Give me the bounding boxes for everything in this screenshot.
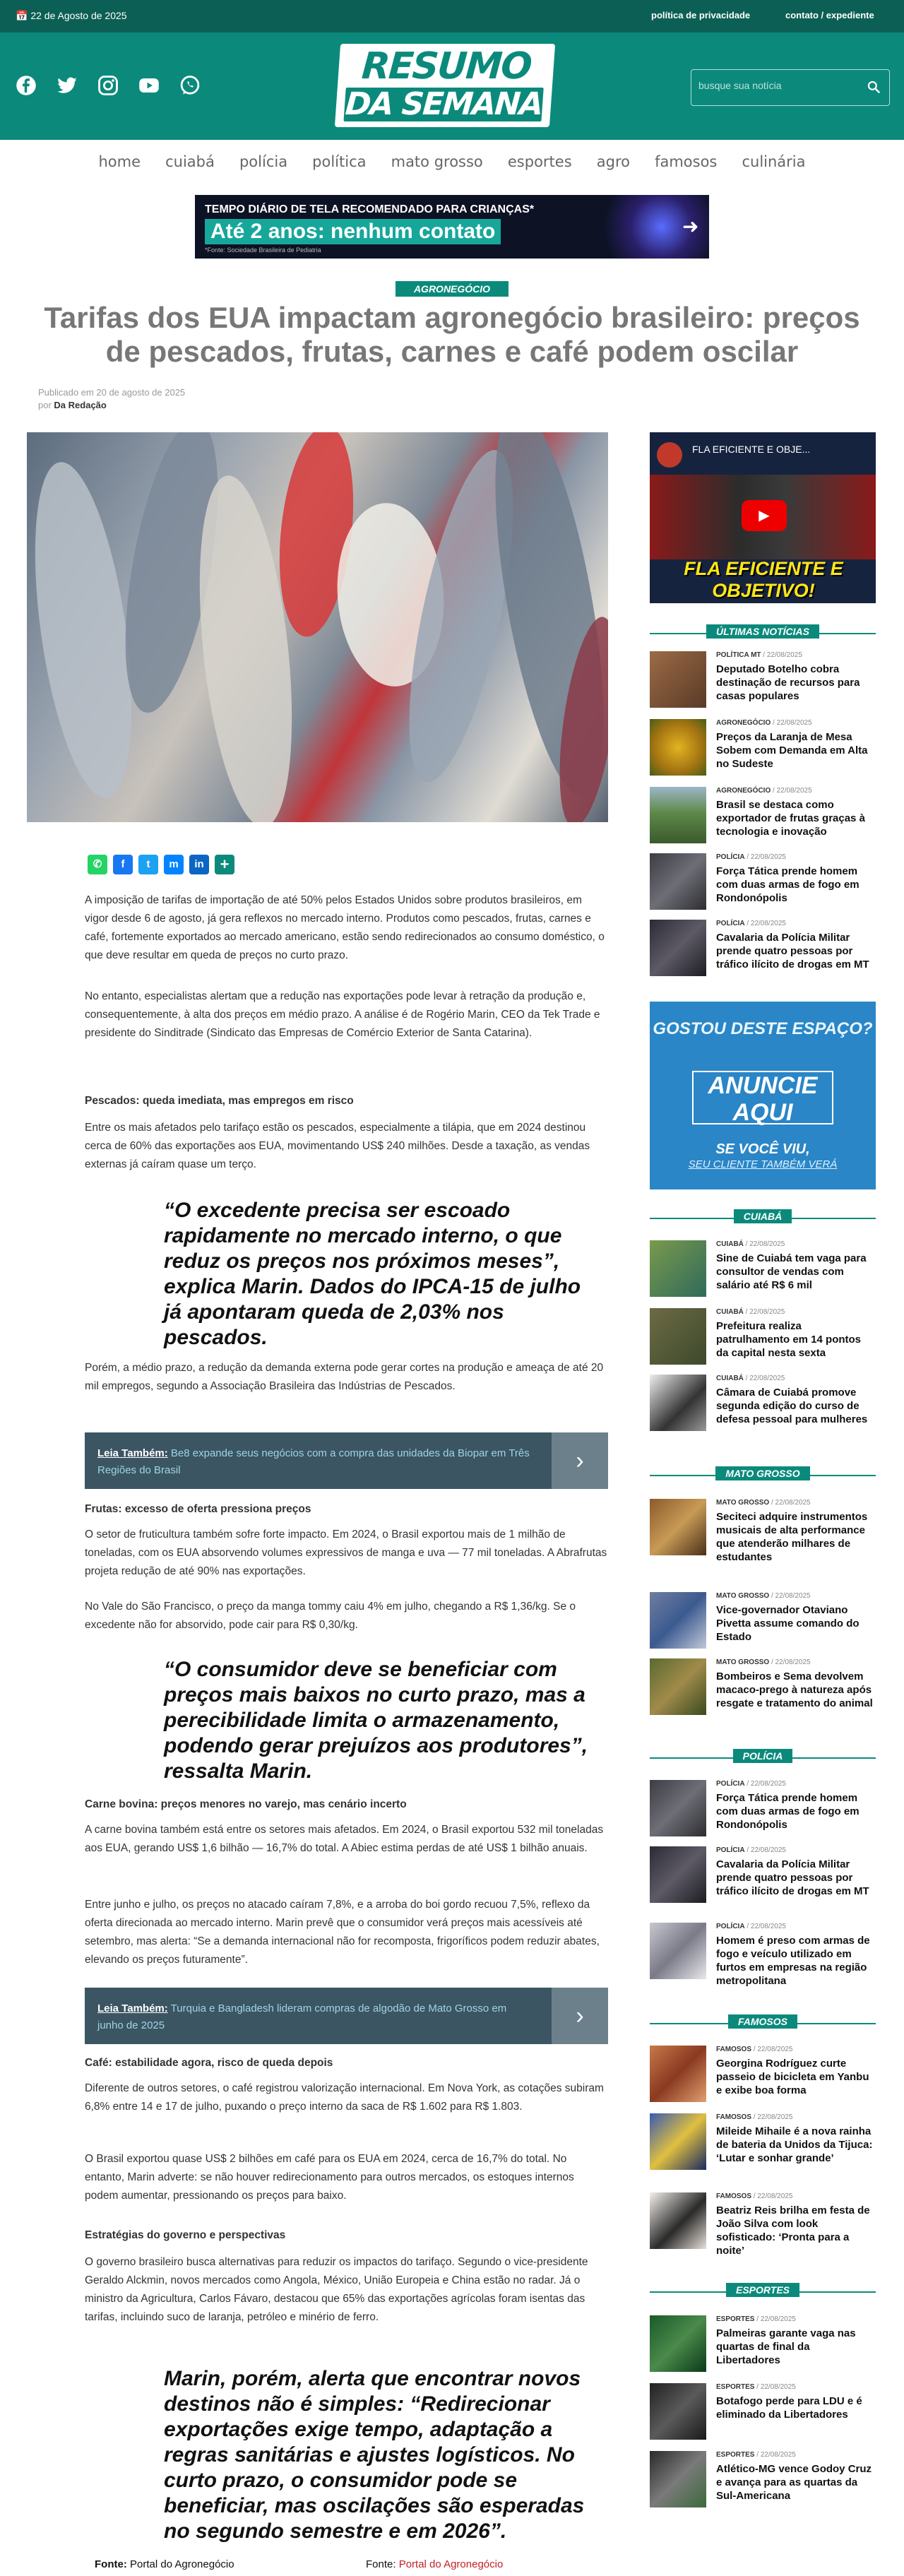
item-date: 22/08/2025 [775,1592,811,1600]
item-meta: CUIABÁ / 22/08/2025 [716,1375,785,1382]
article-paragraph: Entre junho e julho, os preços no atacado caíram 7,8%, e a arroba do boi gordo recuou 7,5%, reflexo da oferta direcionada ao mercado interno. Marin prevê que o consumidor verá preços mais acessíveis até setembro, mas alerta: “Se a demanda internacional não for recomposta, frigoríficos podem reduzir abates, elevando os preços futuramente”. [85,1899,600,1966]
section-title[interactable]: POLÍCIA [733,1749,793,1763]
item-date: 22/08/2025 [749,1308,785,1316]
list-item[interactable] [650,1375,876,1432]
instagram-icon[interactable] [97,75,119,96]
item-meta: AGRONEGÓCIO / 22/08/2025 [716,719,812,727]
published-date: Publicado em 20 de agosto de 2025 [38,387,186,398]
article-quote: “O consumidor deve se beneficiar com preços mais baixos no curto prazo, mas a perecibilidade limita o armazenamento, podendo gerar prejuízos aos produtores”, ressalta Marin. [164,1658,588,1783]
article-paragraph: Porém, a médio prazo, a redução da demanda externa pode gerar cortes na produção e ameaça de até 20 mil empregos, segundo a Associação Brasileira das Indústrias de Pescados. [85,1362,604,1392]
thumbnail [650,1240,706,1297]
item-meta: POLÍCIA / 22/08/2025 [716,920,786,927]
privacy-link[interactable]: política de privacidade [651,10,751,20]
article-paragraph: A carne bovina também está entre os setores mais afetados. Em 2024, o Brasil exportou 532 mil toneladas aos EUA, gerando US$ 1,6 bilhão — 16,7% do total. A Abiec estima perdas de até US$ 1 bilhão anuais. [85,1824,604,1854]
item-meta: CUIABÁ / 22/08/2025 [716,1308,785,1316]
thumbnail [650,787,706,843]
item-category: ESPORTES [716,2383,755,2391]
item-category: CUIABÁ [716,1308,744,1316]
banner-note: *Fonte: Sociedade Brasileira de Pediatria [205,247,321,254]
section-header-mato-grosso [650,1466,876,1483]
read-also-text [97,1445,535,1479]
article-quote: “O excedente precisa ser escoado rapidamente no mercado interno, o que reduz os preços nos próximos meses”, explica Marin. Dados do IPCA-15 de julho já apontaram queda de 2,03% nos pescados. [164,1199,581,1349]
list-item[interactable] [650,2046,876,2103]
list-item[interactable] [650,1308,876,1366]
list-item[interactable] [650,2315,876,2373]
item-date: 22/08/2025 [775,1499,811,1507]
item-category: POLÍCIA [716,1923,745,1930]
item-meta: AGRONEGÓCIO / 22/08/2025 [716,787,812,795]
top-banner-ad[interactable] [195,195,709,259]
item-title[interactable]: Cavalaria da Polícia Militar prende quatro pessoas por tráfico ilícito de drogas em MT [716,932,869,971]
list-item[interactable] [650,787,876,845]
item-category: CUIABÁ [716,1375,744,1382]
item-date: 22/08/2025 [750,853,786,861]
chevron-right-icon[interactable]: › [552,1432,608,1489]
source-name: Portal do Agronegócio [130,2558,234,2570]
item-title[interactable]: Botafogo perde para LDU e é eliminado da Libertadores [716,2395,862,2421]
item-title[interactable]: Câmara de Cuiabá promove segunda edição do curso de defesa pessoal para mulheres [716,1387,868,1425]
arrow-right-icon: ➜ [682,215,699,237]
article-paragraph: O Brasil exportou quase US$ 2 bilhões em café para os EUA em 2024, cerca de 16,7% do total. No entanto, Marin adverte: se não houver redirecionamento para outros mercados, os estoques internos podem aumentar, pressionando os preços para baixo. [85,2153,574,2202]
ad-line3: SE VOCÊ VIU, [715,1141,810,1157]
item-category: POLÍCIA [716,853,745,861]
item-date: 22/08/2025 [775,1658,811,1666]
list-item[interactable] [650,1240,876,1298]
item-meta: MATO GROSSO / 22/08/2025 [716,1658,811,1666]
ad-line2: ANUNCIE AQUI [692,1071,833,1124]
read-also-box[interactable] [85,1432,608,1489]
article-hero-image [27,432,608,822]
item-date: 22/08/2025 [776,719,812,727]
item-category: POLÍCIA [716,1780,745,1788]
item-title[interactable]: Bombeiros e Sema devolvem macaco-prego à natureza após resgate e tratamento do animal [716,1670,873,1709]
nav-famosos[interactable]: famosos [655,153,718,170]
thumbnail [650,1923,706,1979]
read-also-title[interactable]: Turquia e Bangladesh lideram compras de algodão de Mato Grosso em junho de 2025 [97,2002,507,2031]
list-item[interactable] [650,2113,876,2171]
list-item[interactable] [650,1923,876,1987]
item-title[interactable]: Força Tática prende homem com duas armas de fogo em Rondonópolis [716,1792,860,1831]
item-title[interactable]: Homem é preso com armas de fogo e veículo utilizado em furtos em empresas na região metropolitana [716,1935,870,1987]
site-header [0,32,904,140]
nav-home[interactable]: home [98,153,141,170]
article-paragraph: A imposição de tarifas de importação de até 50% pelos Estados Unidos sobre produtos brasileiros, em vigor desde 6 de agosto, já gera reflexos no mercado interno. Produtos como pescados, frutas, carnes e café, fortemente exportados ao mercado americano, estão sendo redirecionados ao consumo doméstico, o que deve resultar em queda de preços no curto prazo. [85,894,605,961]
item-meta: POLÍTICA MT / 22/08/2025 [716,651,802,659]
article-paragraph: O setor de fruticultura também sofre forte impacto. Em 2024, o Brasil exportou mais de 1 milhão de toneladas, com os EUA absorvendo volumes expressivos de manga e uva — 77 mil toneladas. A Abrafrutas projeta redução de até 90% nas exportações. [85,1529,607,1577]
source-credit [366,2558,503,2570]
article-paragraph: Diferente de outros setores, o café registrou valorização internacional. Em Nova York, as cotações subiram 6,8% entre 14 e 17 de julho, puxando o preço interno da saca de R$ 1.602 para R$ 1.803. [85,2082,604,2113]
item-date: 22/08/2025 [750,1846,786,1854]
nav-mato-grosso[interactable]: mato grosso [391,153,483,170]
source-link[interactable]: Portal do Agronegócio [398,2558,504,2570]
date-text: 📅 22 de Agosto de 2025 [16,10,127,21]
more-share-icon[interactable]: + [215,855,234,874]
item-meta: POLÍCIA / 22/08/2025 [716,1780,786,1788]
item-meta: CUIABÁ / 22/08/2025 [716,1240,785,1248]
item-title[interactable]: Palmeiras garante vaga nas quartas de final da Libertadores [716,2327,856,2366]
item-meta: FAMOSOS / 22/08/2025 [716,2113,793,2121]
item-meta: ESPORTES / 22/08/2025 [716,2383,796,2391]
section-title[interactable]: ÚLTIMAS NOTÍCIAS [706,624,819,639]
item-meta: MATO GROSSO / 22/08/2025 [716,1592,811,1600]
thumbnail [650,2383,706,2440]
article-subheading: Estratégias do governo e perspectivas [85,2229,286,2241]
item-title[interactable]: Vice-governador Otaviano Pivetta assume comando do Estado [716,1604,860,1643]
thumbnail [650,2113,706,2170]
item-date: 22/08/2025 [757,2113,793,2121]
item-category: ESPORTES [716,2451,755,2459]
read-also-text [97,2000,535,2034]
author-line [38,400,107,410]
banner-line1: TEMPO DIÁRIO DE TELA RECOMENDADO PARA CRIANÇAS* [205,203,535,215]
thumbnail [650,2315,706,2372]
item-title[interactable]: Sine de Cuiabá tem vaga para consultor de vendas com salário até R$ 6 mil [716,1252,867,1291]
list-item[interactable] [650,719,876,777]
item-category: CUIABÁ [716,1240,744,1248]
article-quote: Marin, porém, alerta que encontrar novos destinos não é simples: “Redirecionar exportações exige tempo, adaptação a regras sanitárias e ajustes logísticos. No curto prazo, o consumidor pode se beneficiar, mas oscilações são esperadas no segundo semestre e em 2026”. [164,2367,585,2543]
sidebar-ad[interactable] [650,1002,876,1189]
linkedin-share-icon[interactable]: in [189,855,209,874]
main-nav [0,140,904,184]
play-icon[interactable]: ▶ [742,500,787,531]
logo-line1: RESUMO [360,45,533,88]
section-header-cuiaba [650,1209,876,1226]
article-paragraph: Entre os mais afetados pelo tarifaço estão os pescados, especialmente a tilápia, que em 2024 destinou cerca de 60% das exportações aos EUA, movimentando US$ 240 milhões. Desde a taxação, as vendas externas já caíram quase um terço. [85,1122,590,1170]
article-subheading: Pescados: queda imediata, mas empregos em risco [85,1095,354,1107]
nav-agro[interactable]: agro [596,153,630,170]
facebook-icon[interactable] [16,75,37,96]
author-name[interactable]: Da Redação [54,400,107,410]
list-item[interactable] [650,1780,876,1838]
item-title[interactable]: Prefeitura realiza patrulhamento em 14 pontos da capital nesta sexta [716,1320,862,1359]
video-caption: FLA EFICIENTE E OBJETIVO! [684,558,843,601]
thumbnail [650,651,706,708]
section-title[interactable]: CUIABÁ [734,1209,792,1223]
section-header-ultimas [650,624,876,641]
item-title[interactable]: Atlético-MG vence Godoy Cruz e avança para as quartas da Sul-Americana [716,2463,872,2502]
video-title[interactable]: FLA EFICIENTE E OBJE... [692,444,811,455]
article-paragraph: O governo brasileiro busca alternativas para reduzir os impactos do tarifaço. Segundo o vice-presidente Geraldo Alckmin, novos mercados como Angola, México, União Europeia e China estão no radar. Já o ministro da Agricultura, Carlos Fávaro, destacou que 65% das exportações agrícolas foram isentas das tarifas, incluindo suco de laranja, petróleo e minério de ferro. [85,2256,588,2323]
article-subheading: Carne bovina: preços menores no varejo, mas cenário incerto [85,1798,407,1810]
list-item[interactable] [650,920,876,978]
item-date: 22/08/2025 [766,651,802,659]
list-item[interactable] [650,1846,876,1904]
read-also-label: Leia Também: [97,1447,168,1459]
item-meta: MATO GROSSO / 22/08/2025 [716,1499,811,1507]
thumbnail [650,1499,706,1555]
list-item[interactable] [650,1499,876,1563]
ad-line1: GOSTOU DESTE ESPAÇO? [653,1019,873,1038]
twitter-share-icon[interactable]: t [138,855,158,874]
item-meta: ESPORTES / 22/08/2025 [716,2451,796,2459]
item-meta: POLÍCIA / 22/08/2025 [716,1923,786,1930]
section-title[interactable]: MATO GROSSO [715,1466,809,1480]
item-date: 22/08/2025 [760,2383,796,2391]
item-date: 22/08/2025 [760,2315,796,2323]
thumbnail [650,920,706,976]
item-date: 22/08/2025 [750,1780,786,1788]
top-bar [0,0,904,32]
thumbnail [650,1846,706,1903]
section-title[interactable]: ESPORTES [726,2283,799,2297]
ad-line4: SEU CLIENTE TAMBÉM VERÁ [688,1158,838,1170]
section-title[interactable]: FAMOSOS [728,2014,797,2029]
article-subheading: Café: estabilidade agora, risco de queda depois [85,2057,333,2069]
item-date: 22/08/2025 [757,2046,793,2053]
facebook-share-icon[interactable]: f [113,855,133,874]
item-title[interactable]: Cavalaria da Polícia Militar prende quatro pessoas por tráfico ilícito de drogas em MT [716,1858,869,1897]
item-title[interactable]: Beatriz Reis brilha em festa de João Silva com look sofisticado: ‘Pronta para a noite’ [716,2204,870,2257]
source-label: Fonte: [95,2558,127,2570]
thumbnail [650,1658,706,1715]
thumbnail [650,1780,706,1836]
section-header-policia [650,1749,876,1766]
item-category: POLÍCIA [716,1846,745,1854]
read-also-box[interactable] [85,1988,608,2044]
article-paragraph: No entanto, especialistas alertam que a redução nas exportações pode levar à retração da produção e, consequentemente, à alta dos preços em médio prazo. A análise é de Rogério Marin, CEO da Tek Trade e presidente do Sinditrade (Sindicato das Empresas de Comércio Exterior de Santa Catarina). [85,990,600,1039]
chevron-right-icon[interactable]: › [552,1988,608,2044]
item-category: ESPORTES [716,2315,755,2323]
source-label: Fonte: [366,2558,396,2570]
item-category: POLÍCIA [716,920,745,927]
section-header-esportes [650,2283,876,2300]
item-category: AGRONEGÓCIO [716,787,771,795]
thumbnail [650,719,706,776]
site-logo[interactable] [335,44,555,127]
list-item[interactable] [650,2451,876,2509]
category-badge[interactable]: AGRONEGÓCIO [396,281,509,297]
item-category: MATO GROSSO [716,1658,770,1666]
search-box [691,69,890,106]
twitter-icon[interactable] [56,75,78,96]
item-date: 22/08/2025 [760,2451,796,2459]
section-header-famosos [650,2014,876,2031]
item-meta: FAMOSOS / 22/08/2025 [716,2192,793,2200]
nav-politica[interactable]: política [312,153,367,170]
search-input[interactable] [698,80,854,91]
item-title[interactable]: Força Tática prende homem com duas armas de fogo em Rondonópolis [716,865,860,904]
source-credit [95,2558,234,2570]
item-date: 22/08/2025 [749,1375,785,1382]
item-category: POLÍTICA MT [716,651,761,659]
nav-culinaria[interactable]: culinária [742,153,806,170]
item-meta: FAMOSOS / 22/08/2025 [716,2046,793,2053]
banner-line2: Até 2 anos: nenhum contato [205,219,501,244]
thumbnail [650,2192,706,2249]
video-embed[interactable] [650,432,876,603]
item-category: FAMOSOS [716,2046,752,2053]
item-title[interactable]: Brasil se destaca como exportador de frutas graças à tecnologia e inovação [716,799,865,838]
read-also-label: Leia Também: [97,2002,168,2014]
whatsapp-share-icon[interactable]: ✆ [88,855,107,874]
list-item[interactable] [650,2383,876,2441]
item-date: 22/08/2025 [749,1240,785,1248]
item-meta: POLÍCIA / 22/08/2025 [716,1846,786,1854]
list-item[interactable] [650,2192,876,2257]
thumbnail [650,1308,706,1365]
read-also-title[interactable]: Be8 expande seus negócios com a compra das unidades da Biopar em Três Regiões do Brasil [97,1447,530,1476]
thumbnail [650,2451,706,2507]
messenger-share-icon[interactable]: m [164,855,184,874]
thumbnail [650,1375,706,1431]
list-item[interactable] [650,651,876,709]
item-category: MATO GROSSO [716,1499,770,1507]
item-date: 22/08/2025 [757,2192,793,2200]
nav-cuiaba[interactable]: cuiabá [165,153,215,170]
item-title[interactable]: Deputado Botelho cobra destinação de recursos para casas populares [716,663,860,702]
list-item[interactable] [650,853,876,911]
list-item[interactable] [650,1658,876,1716]
item-category: MATO GROSSO [716,1592,770,1600]
item-title[interactable]: Seciteci adquire instrumentos musicais de alta performance que atenderão milhares de estudantes [716,1511,868,1563]
article-subheading: Frutas: excesso de oferta pressiona preços [85,1503,311,1515]
list-item[interactable] [650,1592,876,1650]
thumbnail [650,2046,706,2102]
logo-line2: DA SEMANA [344,86,544,122]
thumbnail [650,1592,706,1649]
youtube-icon[interactable] [138,75,160,96]
search-icon[interactable] [867,80,881,94]
contact-link[interactable]: contato / expediente [785,10,874,20]
thumbnail [650,853,706,910]
item-date: 22/08/2025 [750,1923,786,1930]
article-paragraph: No Vale do São Francisco, o preço da manga tommy caiu 4% em julho, chegando a R$ 1,36/kg. Se o excedente não for absorvido, pode cair para R$ 0,30/kg. [85,1601,576,1631]
item-date: 22/08/2025 [750,920,786,927]
item-category: AGRONEGÓCIO [716,719,771,727]
item-meta: POLÍCIA / 22/08/2025 [716,853,786,861]
item-date: 22/08/2025 [776,787,812,795]
nav-esportes[interactable]: esportes [507,153,572,170]
item-title[interactable]: Georgina Rodríguez curte passeio de bicicleta em Yanbu e exibe boa forma [716,2058,869,2096]
item-category: FAMOSOS [716,2192,752,2200]
channel-avatar [657,442,682,468]
item-category: FAMOSOS [716,2113,752,2121]
item-title[interactable]: Mileide Mihaile é a nova rainha de bateria da Unidos da Tijuca: ‘Lutar e sonhar grande’ [716,2125,873,2164]
item-meta: ESPORTES / 22/08/2025 [716,2315,796,2323]
item-title[interactable]: Preços da Laranja de Mesa Sobem com Demanda em Alta no Sudeste [716,731,868,770]
date-value: 22 de Agosto de 2025 [30,10,127,21]
nav-policia[interactable]: polícia [239,153,288,170]
article-title: Tarifas dos EUA impactam agronegócio brasileiro: preços de pescados, frutas, carnes e café podem oscilar [44,301,860,368]
whatsapp-icon[interactable] [179,75,201,96]
by-label: por [38,400,52,410]
